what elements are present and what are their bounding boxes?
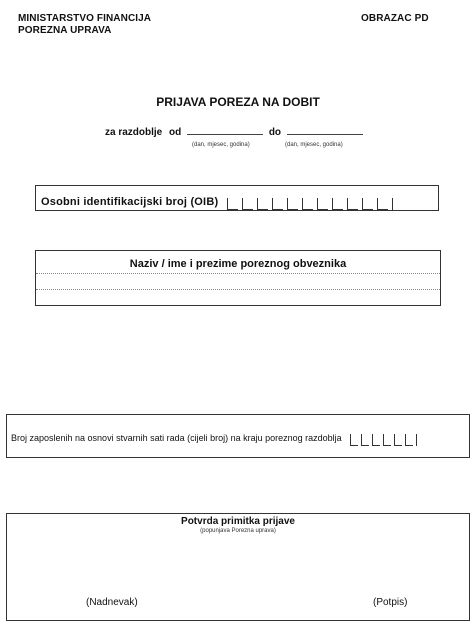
ministry-name: MINISTARSTVO FINANCIJA xyxy=(18,13,152,24)
office-name: POREZNA UPRAVA xyxy=(18,25,112,36)
digit-cell[interactable] xyxy=(257,198,268,210)
taxpayer-label: Naziv / ime i prezime poreznog obveznika xyxy=(129,258,347,270)
period-to-field[interactable] xyxy=(287,125,363,135)
digit-cell[interactable] xyxy=(372,434,380,446)
digit-cell[interactable] xyxy=(377,198,388,210)
digit-cell[interactable] xyxy=(287,198,298,210)
period-label: za razdoblje xyxy=(105,127,163,138)
digit-cell[interactable] xyxy=(302,198,313,210)
taxpayer-box xyxy=(35,250,441,306)
taxpayer-line-2[interactable] xyxy=(36,289,440,306)
oib-label: Osobni identifikacijski broj (OIB) xyxy=(41,196,219,208)
signature-label: (Potpis) xyxy=(373,597,408,608)
digit-cell[interactable] xyxy=(227,198,238,210)
period-from-hint: (dan, mjesec, godina) xyxy=(192,142,250,148)
receipt-subtitle: (popunjava Porezna uprava) xyxy=(200,528,276,534)
digit-cell-end xyxy=(392,198,393,210)
digit-cell[interactable] xyxy=(361,434,369,446)
receipt-box xyxy=(6,513,470,621)
digit-cell[interactable] xyxy=(383,434,391,446)
receipt-title: Potvrda primitka prijave xyxy=(181,516,295,527)
digit-cell[interactable] xyxy=(405,434,413,446)
digit-cell[interactable] xyxy=(317,198,328,210)
employees-box xyxy=(6,414,470,458)
oib-box xyxy=(35,185,439,211)
period-row xyxy=(105,125,363,138)
period-from-field[interactable] xyxy=(187,125,263,135)
period-to-label: do xyxy=(268,127,282,138)
digit-cell[interactable] xyxy=(362,198,373,210)
employees-label: Broj zaposlenih na osnovi stvarnih sati rada (cijeli broj) na kraju poreznog razdoblja xyxy=(11,433,342,443)
digit-cell[interactable] xyxy=(347,198,358,210)
employees-digit-field[interactable] xyxy=(350,434,417,446)
digit-cell[interactable] xyxy=(394,434,402,446)
taxpayer-line-1[interactable] xyxy=(36,273,440,290)
digit-cell[interactable] xyxy=(332,198,343,210)
period-to-hint: (dan, mjesec, godina) xyxy=(285,142,343,148)
digit-cell[interactable] xyxy=(350,434,358,446)
oib-digit-field[interactable] xyxy=(227,198,393,210)
date-label: (Nadnevak) xyxy=(86,597,138,608)
digit-cell[interactable] xyxy=(272,198,283,210)
period-from-label: od xyxy=(169,127,182,138)
form-code: OBRAZAC PD xyxy=(361,13,429,24)
digit-cell[interactable] xyxy=(242,198,253,210)
form-title: PRIJAVA POREZA NA DOBIT xyxy=(156,95,320,109)
digit-cell-end xyxy=(416,434,417,446)
